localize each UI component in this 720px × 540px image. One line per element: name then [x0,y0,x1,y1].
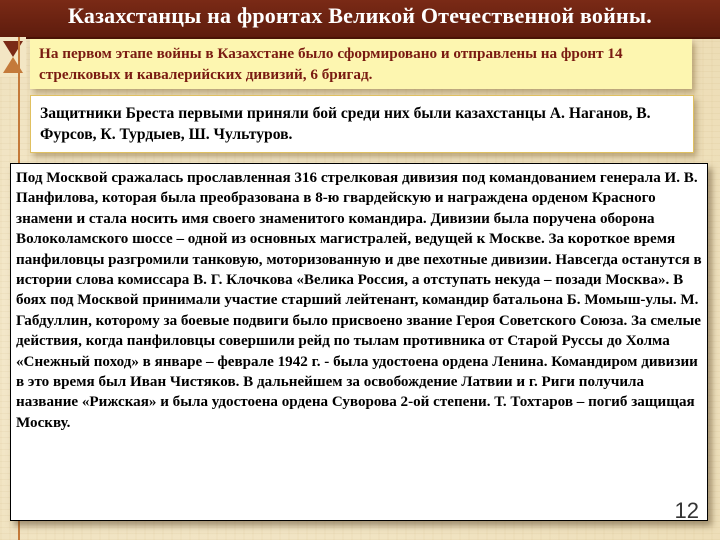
moscow-text-box [10,163,708,521]
page-number: 12 [674,498,699,523]
brest-callout [30,95,694,153]
corner-ornament-icon [0,37,26,77]
intro-text: На первом этапе войны в Казахстане было сформировано и отправлены на фронт 14 стрелковых и кавалерийских дивизий, 6 бригад. [39,45,623,83]
title-bar [0,0,720,39]
slide-title: Казахстанцы на фронтах Великой Отечественной войны. [68,3,652,28]
brest-text: Защитники Бреста первыми приняли бой среди них были казахстанцы А. Наганов, В. Фурсов, К. Турдыев, Ш. Чультуров. [40,105,651,143]
intro-callout [30,39,692,89]
moscow-text: Под Москвой сражалась прославленная 316 стрелковая дивизия под командованием генерала И. В. Панфилова, которая была преобразована в 8-ю гвардейскую и награждена орденом Красного знамени и стала носить имя своего знаменитого командира. Дивизии была поручена оборона Волоколамского шоссе – одной из основных магистралей, ведущей к Москве. За короткое время панфиловцы разгромили танковую, моторизованную и две пехотные дивизии. Навсегда останутся в истории слова комиссара В. Г. Клочкова «Велика Россия, а отступать некуда – позади Москва». В боях под Москвой принимали участие старший лейтенант, командир батальона Б. Момыш-улы. М. Габдуллин, которому за боевые подвиги было присвоено звание Героя Советского Союза. За смелые действия, когда панфиловцы совершили рейд по тылам противника от Старой Руссы до Холма «Снежный поход» в январе – феврале 1942 г. - была удостоена ордена Ленина. Командиром дивизии в это время был Иван Чистяков. В дальнейшем за освобождение Латвии и г. Риги получила название «Рижская» и была удостоена ордена Суворова 2-ой степени. Т. Тохтаров – погиб защищая Москву. [16,170,702,431]
